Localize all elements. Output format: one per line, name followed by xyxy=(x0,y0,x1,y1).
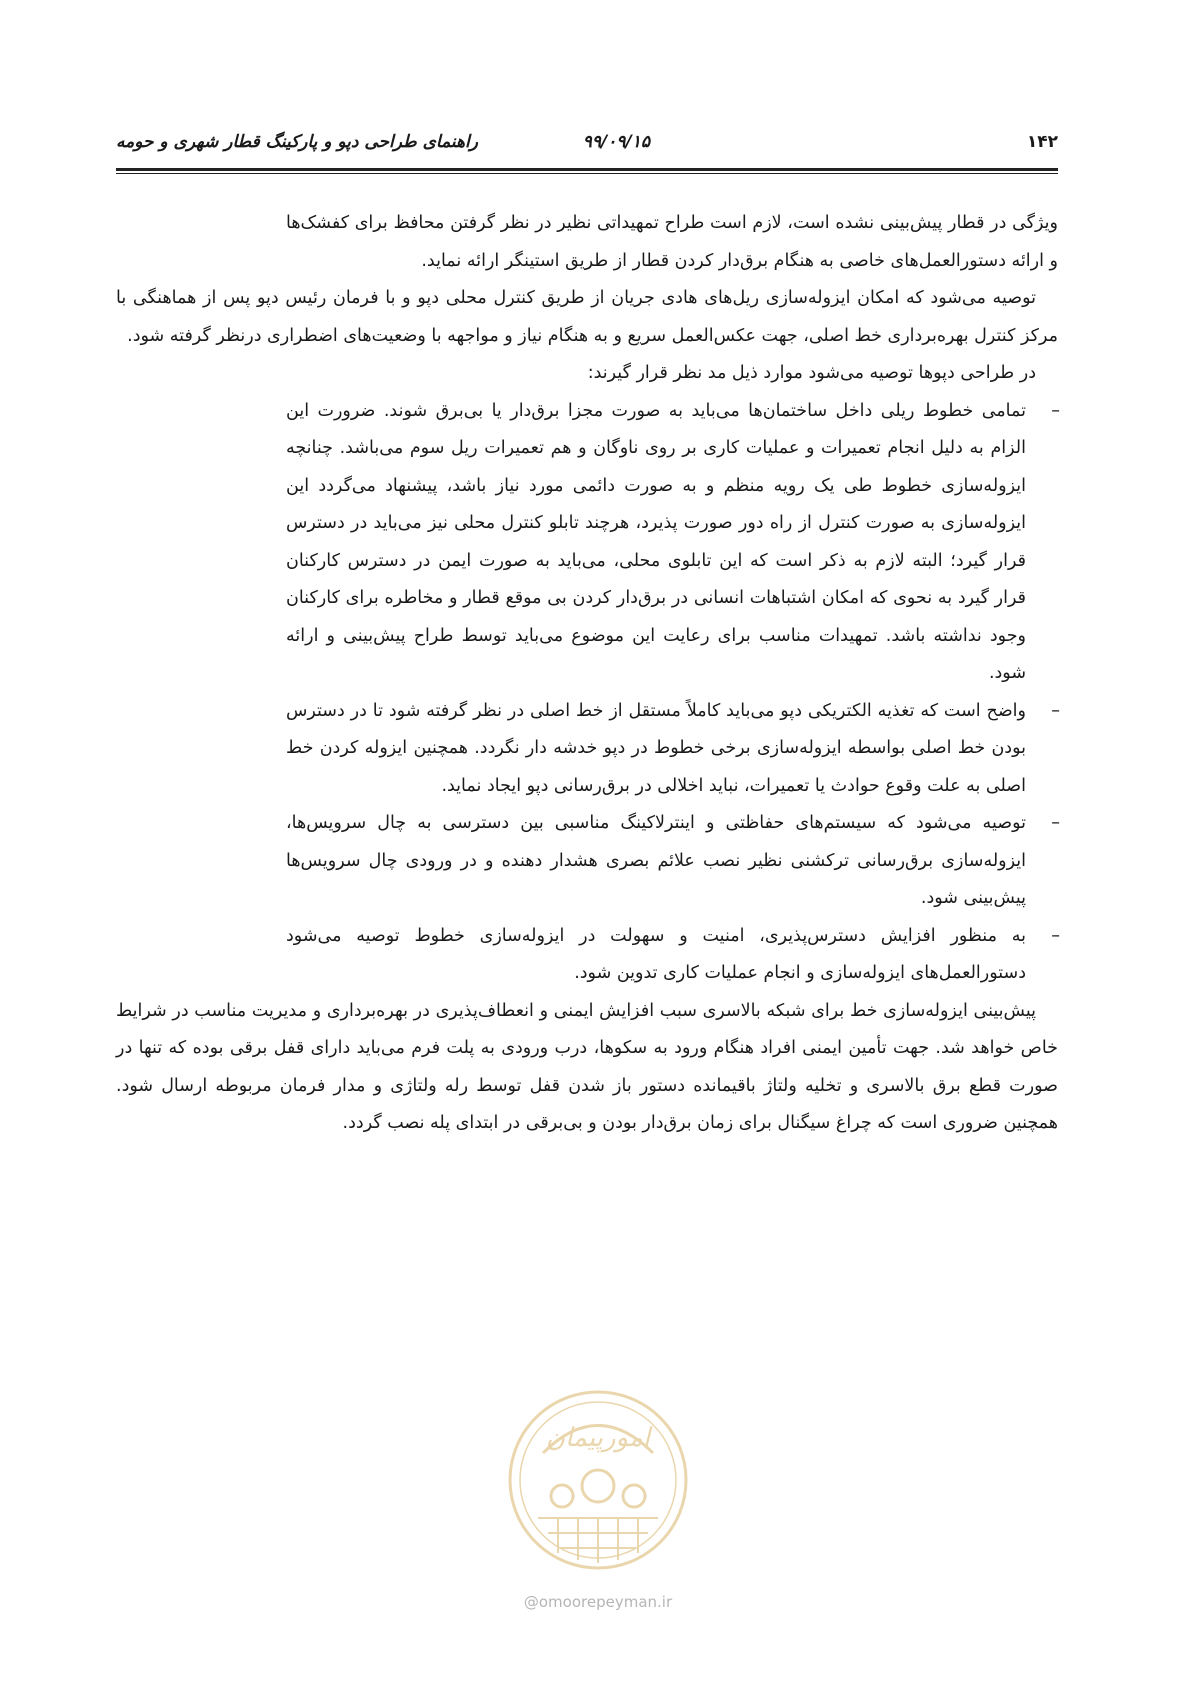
intro-continuation-paragraph: ویژگی در قطار پیش‌بینی نشده است، لازم است طراح تمهیداتی نظیر در نظر گرفتن محافظ برای کفشک‌ها و ارائه دستورالعمل‌های خاصی به هنگام برق‌دار کردن قطار از طریق استینگر ارائه نماید. xyxy=(286,213,1058,271)
list-item xyxy=(116,805,1058,918)
bullet-dash: – xyxy=(1051,400,1060,421)
list-item-text: واضح است که تغذیه الکتریکی دپو می‌باید کاملاً مستقل از خط اصلی در نظر گرفته شود تا در دسترس بودن خط اصلی بواسطه ایزوله‌سازی برخی خطوط در دپو خدشه دار نگردد. همچنین ایزوله کردن خط اصلی به علت وقوع حوادث یا تعمیرات، نباید اخلالی در برق‌رسانی دپو ایجاد نماید. xyxy=(286,700,1026,796)
watermark-site: @omoorepeyman.ir xyxy=(523,1593,673,1611)
page-header xyxy=(116,130,1058,164)
isolation-recommendation-paragraph: توصیه می‌شود که امکان ایزوله‌سازی ریل‌های هادی جریان از طریق کنترل محلی دپو و با فرمان رئیس دپو پس از هماهنگی با مرکز کنترل بهره‌برداری خط اصلی، جهت عکس‌العمل سریع و به هنگام نیاز و مواجهه با وضعیت‌های اضطراری درنظر گرفته شود. xyxy=(116,288,1058,346)
list-item xyxy=(116,393,1058,693)
page-number: ۱۴۲ xyxy=(1026,132,1058,152)
document-title: راهنمای طراحی دپو و پارکینگ قطار شهری و حومه xyxy=(116,132,478,152)
list-item-text: به منظور افزایش دسترس‌پذیری، امنیت و سهولت در ایزوله‌سازی خطوط توصیه می‌شود دستورالعمل‌های ایزوله‌سازی و انجام عملیات کاری تدوین شود. xyxy=(286,925,1026,983)
list-item xyxy=(116,918,1058,993)
bullet-dash: – xyxy=(1051,813,1060,833)
page-body xyxy=(116,205,1058,1143)
list-item-text: توصیه می‌شود که سیستم‌های حفاظتی و اینترلاکینگ مناسبی بین دسترسی به چال سرویس‌ها، ایزوله‌سازی برق‌رسانی ترکشنی نظیر نصب علائم بصری هشدار دهنده و در ورودی چال سرویس‌ها پیش‌بینی شود. xyxy=(286,813,1026,908)
watermark-logo-text: امورپیمان xyxy=(545,1423,651,1453)
header-divider xyxy=(116,168,1058,171)
list-item-text: تمامی خطوط ریلی داخل ساختمان‌ها می‌باید به صورت مجزا برق‌دار یا بی‌برق شوند. ضرورت این الزام به دلیل انجام تعمیرات و عملیات کاری بر روی ناوگان و هم تعمیرات ریل سوم می‌باشد. چنانچه ایزوله‌سازی خطوط طی یک رویه منظم و به صورت دائمی مورد نیاز باشد، پیشنهاد می‌گردد این ایزوله‌سازی به صورت کنترل از راه دور صورت پذیرد، هرچند تابلو کنترل محلی نیز می‌باید در دسترس قرار گیرد؛ البته لازم به ذکر است که این تابلوی محلی، می‌باید به صورت ایمن در دسترس کارکنان قرار گیرد به نحوی که امکان اشتباهات انسانی در برق‌دار کردن بی موقع قطار و مخاطره برای کارکنان وجود نداشته باشد. تمهیدات مناسب برای رعایت این موضوع می‌باید توسط طراح پیش‌بینی و ارائه شود. xyxy=(286,400,1026,683)
closing-paragraph: پیش‌بینی ایزوله‌سازی خط برای شبکه بالاسری سبب افزایش ایمنی و انعطاف‌پذیری در بهره‌برداری و مدیریت مناسب در شرایط خاص خواهد شد. جهت تأمین ایمنی افراد هنگام ورود به سکوها، درب ورودی به پلت فرم می‌باید دارای قفل برقی بوده که تنها در صورت قطع برق بالاسری و تخلیه ولتاژ باقیمانده دستور باز شدن قفل توسط رله ولتاژی و مدار فرمان مربوطه ارسال شود. همچنین ضروری است که چراغ سیگنال برای زمان برق‌دار بودن و بی‌برقی در ابتدای پله نصب گردد. xyxy=(116,1000,1058,1133)
header-date: ۹۹/۰۹/۱۵ xyxy=(582,132,650,152)
watermark-logo xyxy=(498,1368,698,1588)
list-item xyxy=(116,693,1058,806)
list-intro-paragraph: در طراحی دپوها توصیه می‌شود موارد ذیل مد نظر قرار گیرند: xyxy=(587,363,1036,383)
recommendations-list xyxy=(116,393,1058,993)
bullet-dash: – xyxy=(1051,925,1060,946)
bullet-dash: – xyxy=(1051,700,1060,721)
